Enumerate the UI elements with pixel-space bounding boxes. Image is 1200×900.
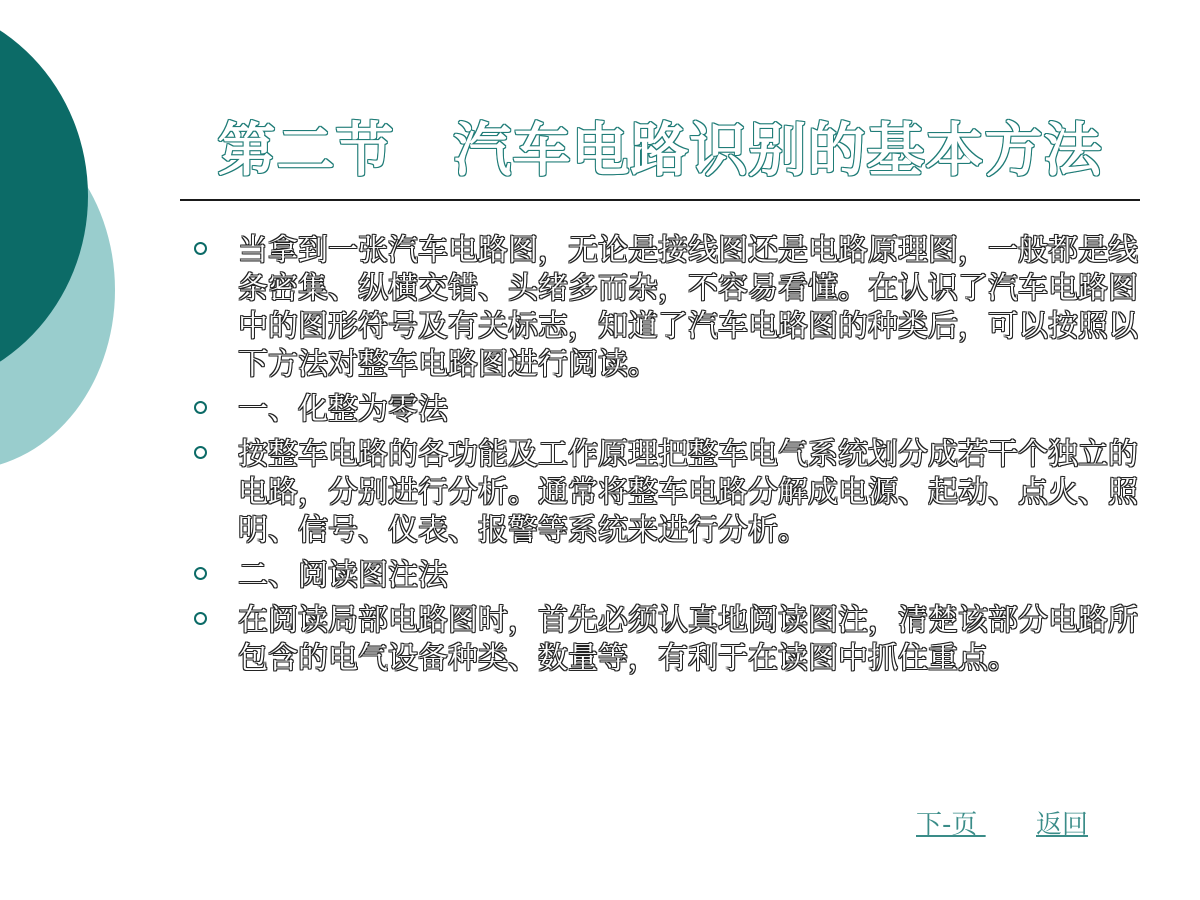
bullet-item-method-1-heading — [192, 391, 1142, 429]
circle-bullet-icon — [194, 567, 207, 580]
back-link[interactable]: 返回 — [1036, 810, 1089, 840]
title-divider — [180, 199, 1140, 201]
circle-bullet-icon — [194, 242, 207, 255]
bullet-item-method-1-detail — [192, 436, 1142, 550]
circle-bullet-icon — [194, 612, 207, 625]
bullet-item-intro — [192, 232, 1142, 384]
bullet-item-method-2-heading — [192, 557, 1142, 595]
bullet-text: 一、化整为零法 — [238, 392, 448, 427]
circle-bullet-icon — [194, 401, 207, 414]
bullet-item-method-2-detail — [192, 602, 1142, 678]
bullet-text: 当拿到一张汽车电路图，无论是接线图还是电路原理图，一般都是线条密集、纵横交错、头绪多而杂，不容易看懂。在认识了汽车电路图中的图形符号及有关标志，知道了汽车电路图的种类后，可以按照以下方法对整车电路图进行阅读。 — [238, 233, 1138, 382]
bullet-text: 二、阅读图注法 — [238, 558, 448, 593]
next-page-link[interactable]: 下-页 — [916, 810, 986, 840]
bullet-text: 按整车电路的各功能及工作原理把整车电气系统划分成若干个独立的电路，分别进行分析。通常将整车电路分解成电源、起动、点火、照明、信号、仪表、报警等系统来进行分析。 — [238, 437, 1138, 548]
circle-bullet-icon — [194, 446, 207, 459]
bullet-list — [192, 232, 1142, 685]
slide-title: 第二节 汽车电路识别的基本方法 — [217, 116, 1103, 184]
bullet-text: 在阅读局部电路图时，首先必须认真地阅读图注，清楚该部分电路所包含的电气设备种类、数量等，有利于在读图中抓住重点。 — [238, 603, 1138, 676]
